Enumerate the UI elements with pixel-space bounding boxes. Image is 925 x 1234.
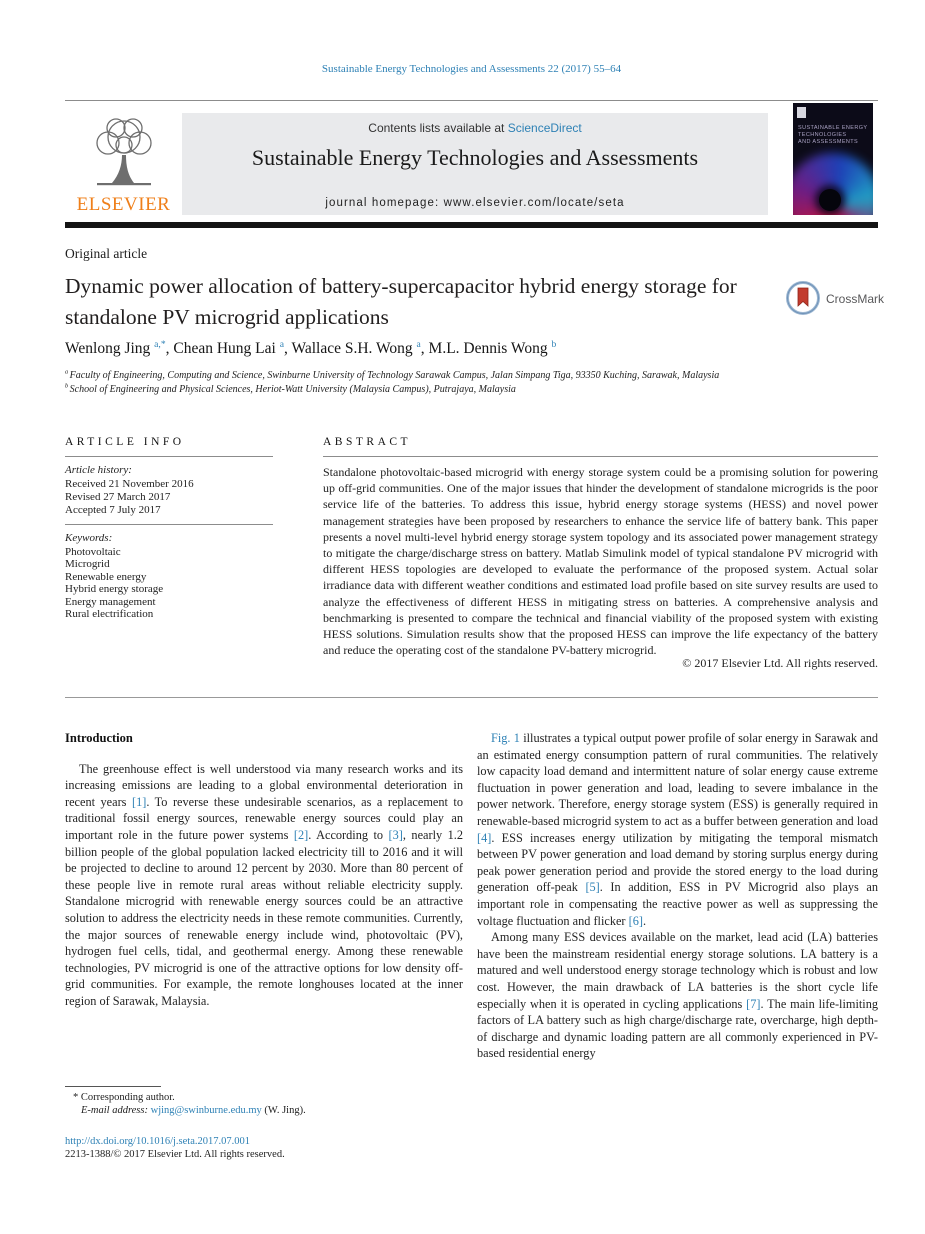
text-run: . In addition, ESS in PV Microgrid also plays an important role in compensating the reactive power as well as suppressing the voltage fluctuation and flicker [477, 880, 878, 928]
text-run: . To reverse these undesirable scenarios, as a replacement to traditional fossil energy sources, renewable energy sources could play an important role in the future power systems [65, 794, 463, 842]
elsevier-logo [65, 113, 182, 215]
top-rule [65, 100, 878, 101]
keyword-item: Hybrid energy storage [65, 583, 164, 596]
inline-link[interactable]: b [551, 338, 557, 350]
elsevier-wordmark: ELSEVIER [76, 194, 171, 215]
text-run: illustrates a typical output power profile of solar energy in Sarawak and an estimated energy consumption pattern of rural communities. The relatively low capacity load demand and intermittent nature of solar energy cause extreme fluctuation in power generation and load, leading to severe imbalance in the power network. Therefore, energy storage system (ESS) is generally required in renewable-based microgrid system to act as a buffer between generation and load [477, 731, 878, 828]
keywords-label: Keywords: [65, 532, 113, 544]
text-run: b [65, 382, 70, 390]
inline-link[interactable]: [4] [477, 830, 492, 845]
keywords-list [65, 546, 273, 620]
article-type-label: Original article [65, 246, 148, 261]
email-line [81, 1105, 306, 1116]
cover-title: SUSTAINABLE ENERGY TECHNOLOGIES AND ASSESSMENTS [798, 125, 868, 145]
text-run: , Chean Hung Lai [165, 340, 280, 357]
inline-link[interactable]: a [279, 338, 284, 350]
footnote-rule [65, 1086, 161, 1087]
keyword-item: Microgrid [65, 558, 110, 571]
page-title: Dynamic power allocation of battery-supercapacitor hybrid energy storage for standalone PV microgrid applications [65, 274, 737, 329]
cover-elsevier-emblem-icon [797, 107, 806, 118]
body-paragraph [477, 929, 878, 1062]
intro-heading: Introduction [65, 731, 133, 745]
history-revised: Revised 27 March 2017 [65, 491, 171, 504]
text-run: . ESS increases energy utilization by mitigating the temporal mismatch between PV power generation and load demand by storing surplus energy during peak power generation period and provide the stored energy to the load during generation off-peak [477, 830, 878, 895]
abstract-rule [323, 456, 878, 457]
inline-link[interactable]: a,* [154, 338, 166, 350]
affiliation-b [65, 384, 878, 395]
inline-link[interactable]: [6] [628, 913, 643, 928]
doi-link[interactable]: http://dx.doi.org/10.1016/j.seta.2017.07.001 [65, 1136, 251, 1147]
keyword-item: Renewable energy [65, 570, 147, 583]
text-run: . According to [308, 827, 389, 842]
text-run: Wenlong Jing [65, 340, 155, 357]
abstract-heading: ABSTRACT [323, 436, 412, 448]
text-run: E-mail address: [81, 1105, 151, 1116]
text-run: . [642, 913, 647, 928]
inline-link[interactable]: [1] [131, 794, 147, 809]
column-right [477, 730, 878, 1062]
body-paragraph [477, 730, 878, 929]
issn-line: 2213-1388/© 2017 Elsevier Ltd. All rights reserved. [65, 1149, 285, 1160]
text-run: , M.L. Dennis Wong [420, 340, 552, 357]
journal-title: Sustainable Energy Technologies and Assessments [251, 145, 699, 170]
elsevier-tree-icon [85, 115, 163, 191]
corresponding-author-note: * Corresponding author. [73, 1092, 175, 1103]
text-run: The greenhouse effect is well understood via many research works and its increasing emissions are leading to a global environmental deterioration in recent years [65, 761, 463, 809]
inline-link[interactable]: wjing@swinburne.edu.my [150, 1105, 262, 1116]
article-info-heading: ARTICLE INFO [65, 436, 185, 448]
contents-line[interactable] [182, 121, 768, 135]
text-run: . The main life-limiting factors of LA battery such as high charge/discharge rate, overcharge, high depth-of discharge and dynamic loading pattern are all commonly experienced in PV-based residential energy [477, 996, 878, 1061]
affiliation-a [65, 370, 878, 381]
inline-link[interactable]: ScienceDirect [507, 121, 582, 135]
copyright-line: © 2017 Elsevier Ltd. All rights reserved. [682, 656, 878, 670]
history-accepted: Accepted 7 July 2017 [65, 504, 161, 517]
inline-link[interactable]: [3] [388, 827, 403, 842]
inline-link[interactable]: a [416, 338, 421, 350]
text-run: , nearly 1.2 billion people of the global population lacked electricity till to 2016 and it will be projected to decline to around 12 percent by 2030. More than 80 percent of these people live in remote rural areas without reliable electricity supply. Standalone microgrid with renewable energy sources could be an attractive solution to address the electricity needs in these remote communities. Currently, the major sources of renewable energy include wind, photovoltaic (PV), hydrogen fuel cells, tidal, and geothermal energy. Among these renewable technologies, PV microgrid is one of the attractive options for low density off-grid communities. For example, the remote longhouses located at the inner region of Sarawak, Malaysia. [65, 827, 463, 1008]
column-left [65, 730, 463, 1010]
text-run: , Wallace S.H. Wong [283, 340, 417, 357]
journal-ref[interactable]: Sustainable Energy Technologies and Assessments 22 (2017) 55–64 [321, 63, 622, 75]
crossmark-badge[interactable] [786, 281, 885, 317]
history-received: Received 21 November 2016 [65, 478, 194, 490]
inline-link[interactable]: [2] [293, 827, 309, 842]
homepage-line: journal homepage: www.elsevier.com/locate/seta [325, 197, 625, 209]
text-run: School of Engineering and Physical Sciences, Heriot-Watt University (Malaysia Campus), Putrajaya, Malaysia [69, 384, 516, 395]
inline-link[interactable]: Fig. 1 [491, 731, 520, 745]
text-run: (W. Jing). [261, 1105, 306, 1116]
header-band [182, 113, 768, 215]
article-info-rule [65, 456, 273, 457]
journal-cover-thumbnail [793, 103, 873, 215]
keyword-item: Photovoltaic [65, 546, 121, 558]
article-history [65, 478, 273, 518]
keyword-item: Energy management [65, 595, 156, 608]
authors-line [65, 340, 845, 358]
crossmark-label: CrossMark [826, 292, 885, 306]
article-history-label: Article history: [65, 464, 132, 476]
text-run: Faculty of Engineering, Computing and Science, Swinburne University of Technology Sarawak Campus, Jalan Simpang Tiga, 93350 Kuching, Sarawak, Malaysia [69, 370, 720, 381]
intro-paragraph [65, 761, 463, 1010]
text-run: Among many ESS devices available on the market, lead acid (LA) batteries have been the mainstream residential energy storage solutions. LA battery is a matured and well understood energy storage technology which is robust and low cost. However, the main drawback of LA batteries is the short cycle life especially when it is operated in cycling applications [477, 930, 878, 1011]
abstract-text: Standalone photovoltaic-based microgrid with energy storage system could be a promising solution for powering up off-grid communities. One of the major issues that hinder the development of standalone microgrids is the poor service life of the batteries. To address this issue, hybrid energy storage systems (HESS) and novel power management strategies have been proposed by researchers to enhance the service life of battery bank. This paper presents a novel multi-level hybrid energy storage system topology and its associated power management strategy to mitigate the charge/discharge stress on battery. Matlab Simulink model of typical standalone PV microgrid with different HESS topologies are developed to evaluate the performance of the proposed system. Actual solar irradiance data with different weather conditions and estimated load profile based on site survey results are used to analyze the effectiveness of different HESS in mitigating stress on batteries. A comprehensive analysis and benchmarking is presented to compare the technical and financial viability of the proposed system with existing HESS solutions. Simulation results show that the proposed HESS can improve the life expectancy of the battery and reduce the operating cost of the standalone PV-battery microgrid. [323, 465, 878, 658]
crossmark-icon [786, 281, 820, 315]
header-divider-bar [65, 222, 878, 228]
article-info-mid-rule [65, 524, 273, 525]
section-divider-rule [65, 697, 878, 698]
keyword-item: Rural electrification [65, 608, 154, 621]
text-run: a [65, 368, 70, 376]
inline-link[interactable]: [7] [746, 996, 761, 1011]
text-run: Contents lists available at [368, 121, 508, 135]
inline-link[interactable]: [5] [585, 880, 600, 895]
